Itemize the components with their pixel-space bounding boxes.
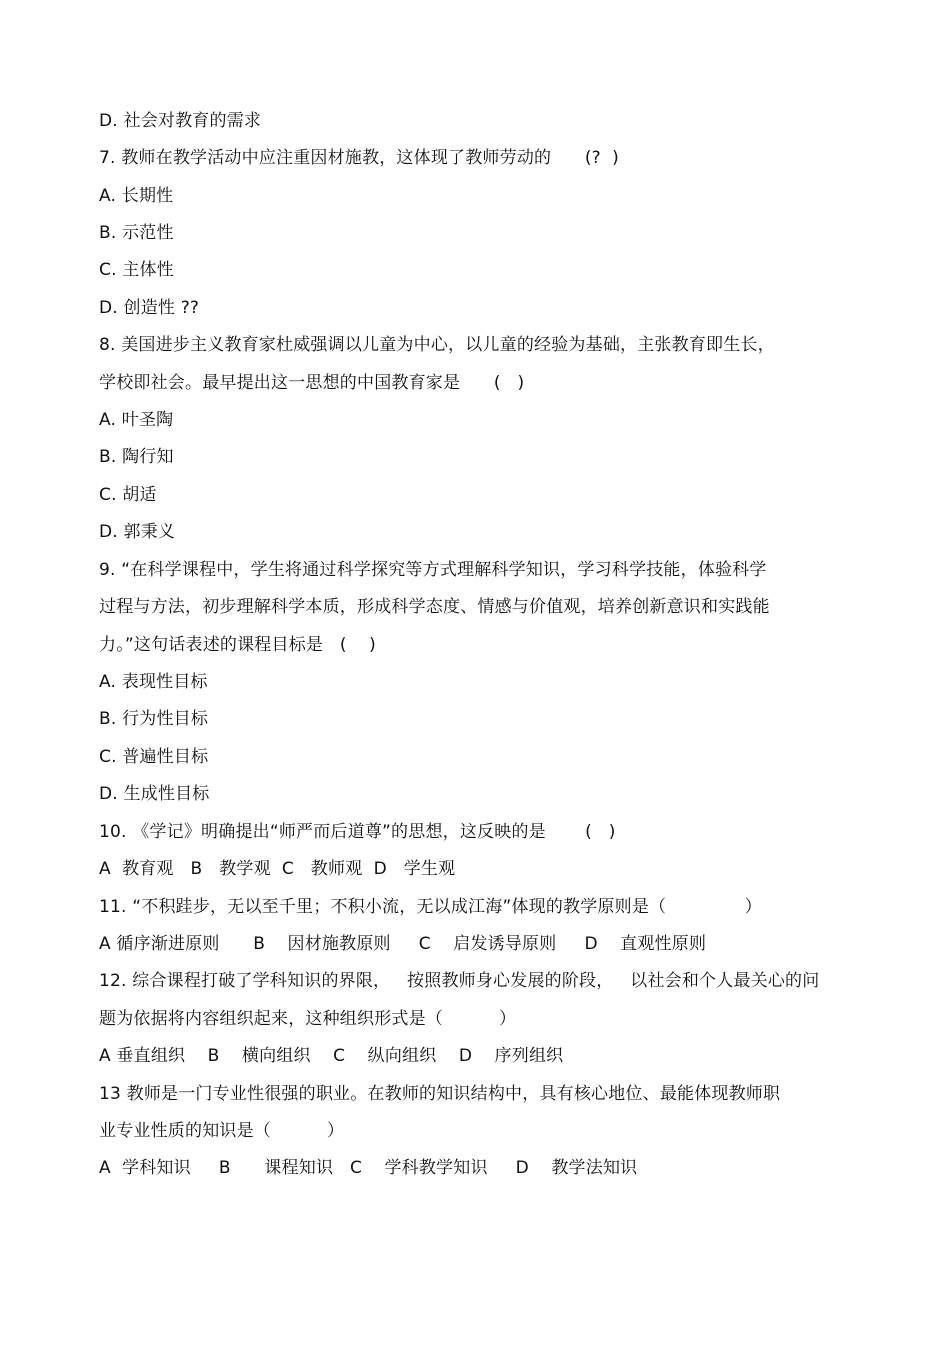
question-12-line-2: 题为依据将内容组织起来，这种组织形式是（ ） bbox=[99, 1009, 517, 1029]
option-7d: D. 创造性 ?? bbox=[99, 298, 200, 318]
option-8c: C. 胡适 bbox=[99, 485, 157, 505]
option-7c: C. 主体性 bbox=[99, 260, 174, 280]
options-12: A 垂直组织 B 横向组织 C 纵向组织 D 序列组织 bbox=[99, 1046, 564, 1066]
option-9d: D. 生成性目标 bbox=[99, 784, 210, 804]
options-13: A 学科知识 B 课程知识 C 学科教学知识 D 教学法知识 bbox=[99, 1158, 638, 1178]
question-11: 11. “不积跬步，无以至千里；不积小流，无以成江海”体现的教学原则是（ ） bbox=[99, 897, 762, 917]
option-7b: B. 示范性 bbox=[99, 223, 174, 243]
option-9a: A. 表现性目标 bbox=[99, 672, 208, 692]
question-12-line-1: 12. 综合课程打破了学科知识的界限， 按照教师身心发展的阶段， 以社会和个人最关心的问 bbox=[99, 971, 820, 991]
question-13-line-1: 13 教师是一门专业性很强的职业。在教师的知识结构中，具有核心地位、最能体现教师职 bbox=[99, 1084, 781, 1104]
option-9c: C. 普遍性目标 bbox=[99, 747, 209, 767]
question-10: 10. 《学记》明确提出“师严而后道尊”的思想，这反映的是 ( ) bbox=[99, 822, 616, 842]
question-9-line-3: 力。”这句话表述的课程目标是 ( ) bbox=[99, 635, 376, 655]
option-8d: D. 郭秉义 bbox=[99, 522, 176, 542]
options-10: A 教育观 B 教学观 C 教师观 D 学生观 bbox=[99, 859, 456, 879]
option-8a: A. 叶圣陶 bbox=[99, 410, 174, 430]
question-13-line-2: 业专业性质的知识是（ ） bbox=[99, 1121, 345, 1141]
option-6d: D. 社会对教育的需求 bbox=[99, 111, 262, 131]
option-7a: A. 长期性 bbox=[99, 186, 174, 206]
question-8-line-2: 学校即社会。最早提出这一思想的中国教育家是 ( ) bbox=[99, 373, 525, 393]
question-8-line-1: 8. 美国进步主义教育家杜威强调以儿童为中心，以儿童的经验为基础，主张教育即生长， bbox=[99, 335, 775, 355]
question-9-line-1: 9. “在科学课程中，学生将通过科学探究等方式理解科学知识，学习科学技能，体验科学 bbox=[99, 560, 767, 580]
option-9b: B. 行为性目标 bbox=[99, 709, 209, 729]
question-9-line-2: 过程与方法，初步理解科学本质，形成科学态度、情感与价值观，培养创新意识和实践能 bbox=[99, 597, 770, 617]
question-7: 7. 教师在教学活动中应注重因材施教，这体现了教师劳动的 (? ) bbox=[99, 148, 619, 168]
options-11: A 循序渐进原则 B 因材施教原则 C 启发诱导原则 D 直观性原则 bbox=[99, 934, 707, 954]
option-8b: B. 陶行知 bbox=[99, 447, 174, 467]
